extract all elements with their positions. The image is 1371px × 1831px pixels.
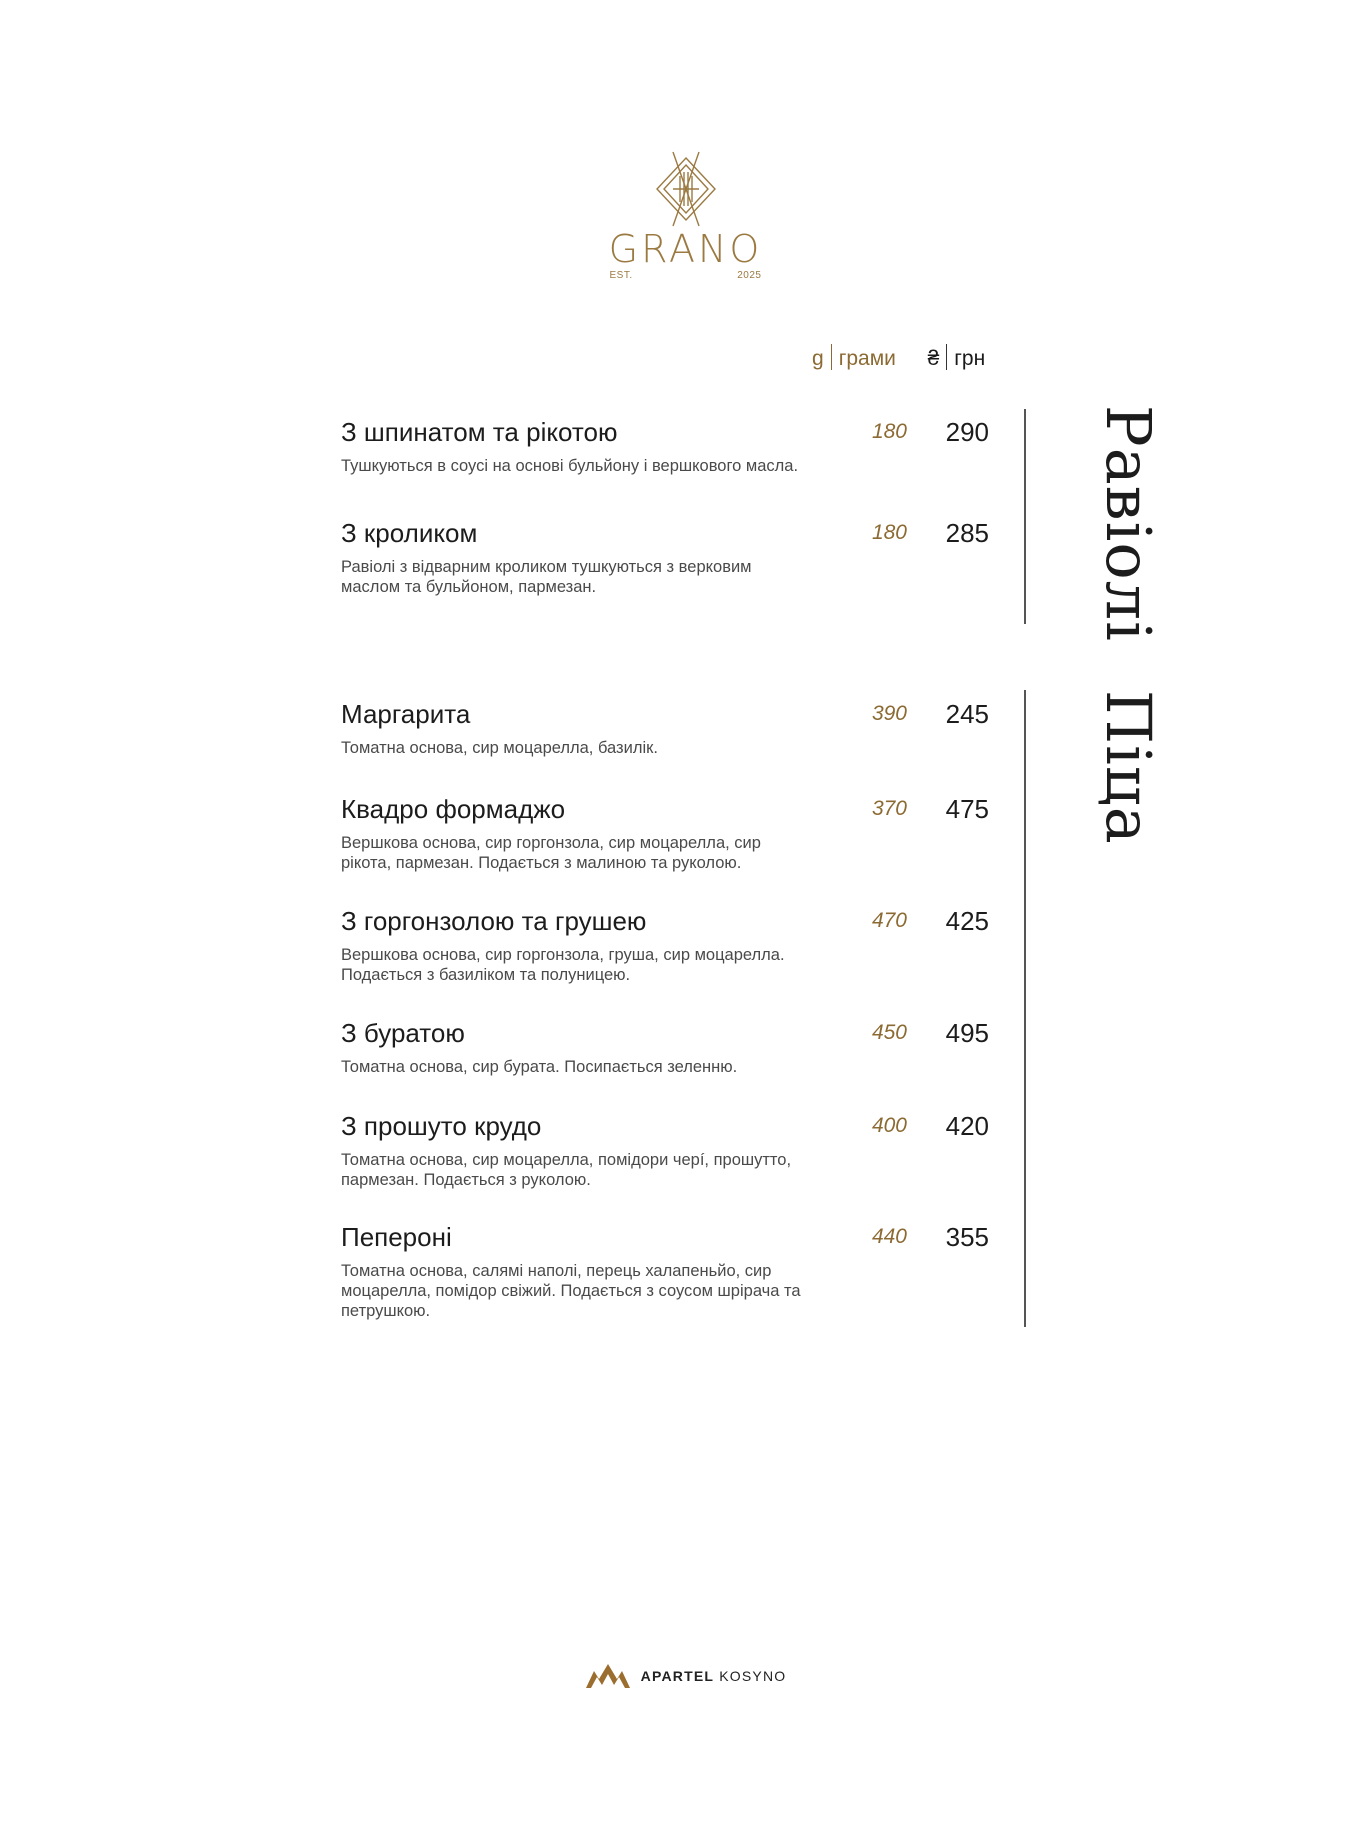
item-description: Томатна основа, сир моцарелла, помідори черí, прошутто, пармезан. Подається з руколою. xyxy=(341,1151,792,1189)
item-description: Томатна основа, салямі наполі, перець халапеньйо, сир моцарелла, помідор свіжий. Подається з соусом шрірача та петрушкою. xyxy=(341,1262,801,1320)
logo xyxy=(0,150,1371,281)
divider xyxy=(946,344,947,370)
item-name: З прошуто крудо xyxy=(341,1111,542,1141)
item-description: Томатна основа, сир моцарелла, базилік. xyxy=(341,739,658,757)
item-name: Маргарита xyxy=(341,699,471,729)
item-name: З буратою xyxy=(341,1018,465,1048)
item-description: Вершкова основа, сир горгонзола, сир моцарелла, сир рікота, пармезан. Подається з малиною та руколою. xyxy=(341,834,761,872)
item-grams: 390 xyxy=(871,702,907,725)
item-description: Вершкова основа, сир горгонзола, груша, сир моцарелла. Подається з базиліком та полуницею. xyxy=(341,946,785,984)
logo-est-label: EST. xyxy=(609,270,633,281)
item-name: З горгонзолою та грушею xyxy=(341,906,647,936)
menu-item xyxy=(341,1222,991,1321)
footer-brand xyxy=(641,1668,787,1684)
item-description: Тушкуються в соусі на основі бульйону і вершкового масла. xyxy=(341,457,799,475)
item-grams: 400 xyxy=(871,1114,907,1137)
grams-symbol: g xyxy=(812,347,824,370)
item-description: Равіолі з відварним кроликом тушкуються з верковим маслом та бульйоном, пармезан. xyxy=(341,558,752,596)
menu-item xyxy=(341,794,991,873)
grams-label: грами xyxy=(838,347,896,370)
item-name: Пепероні xyxy=(341,1222,452,1252)
item-grams: 450 xyxy=(871,1021,907,1044)
menu-item xyxy=(341,1018,991,1077)
section-title-ravioli: Равіолі xyxy=(1092,405,1165,642)
section-divider-pizza xyxy=(1024,690,1026,1327)
item-price: 245 xyxy=(945,699,989,729)
section-divider-ravioli xyxy=(1024,409,1026,624)
menu-item xyxy=(341,1111,991,1190)
menu-item xyxy=(341,417,991,476)
currency-label: грн xyxy=(954,347,986,370)
logo-est-year: 2025 xyxy=(737,270,762,281)
item-grams: 470 xyxy=(871,909,907,932)
item-price: 495 xyxy=(945,1018,989,1048)
item-name: З шпинатом та рікотою xyxy=(341,417,618,447)
item-grams: 180 xyxy=(871,420,907,443)
item-price: 290 xyxy=(945,417,989,447)
logo-est xyxy=(610,270,762,281)
item-price: 355 xyxy=(945,1222,989,1252)
menu-item xyxy=(341,699,991,758)
item-grams: 370 xyxy=(871,797,907,820)
logo-name: GRANO xyxy=(608,227,763,271)
item-price: 420 xyxy=(945,1111,989,1141)
footer-brand-bold: APARTEL xyxy=(640,1668,715,1684)
item-grams: 180 xyxy=(871,521,907,544)
currency-symbol: ₴ xyxy=(927,347,940,370)
column-header xyxy=(812,344,985,371)
item-description: Томатна основа, сир бурата. Посипається зеленню. xyxy=(341,1058,738,1076)
section-title-pizza: Піца xyxy=(1092,690,1165,845)
item-price: 285 xyxy=(945,518,989,548)
menu-item xyxy=(341,906,991,985)
menu-item xyxy=(341,518,991,597)
item-name: Квадро формаджо xyxy=(341,794,566,824)
item-price: 425 xyxy=(945,906,989,936)
mountain-logo-icon xyxy=(585,1663,631,1689)
footer xyxy=(0,1663,1371,1689)
item-price: 475 xyxy=(945,794,989,824)
item-grams: 440 xyxy=(871,1225,907,1248)
footer-brand-regular: KOSYNO xyxy=(719,1668,787,1684)
diamond-logo-icon xyxy=(653,150,719,228)
item-name: З кроликом xyxy=(341,518,478,548)
divider xyxy=(831,344,832,370)
